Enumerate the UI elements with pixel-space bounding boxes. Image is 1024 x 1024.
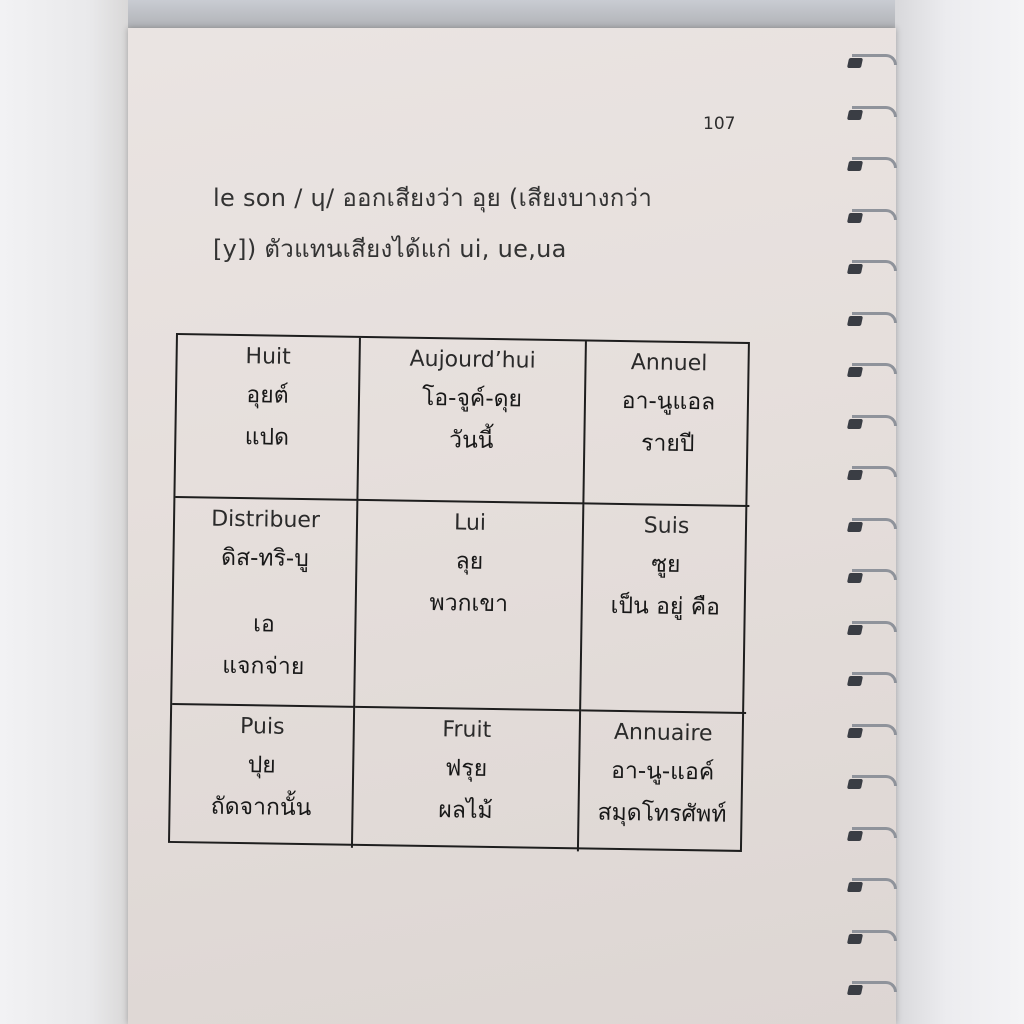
binding-wire	[852, 775, 897, 786]
french-word: Aujourd’hui	[409, 346, 536, 374]
binding-wire	[852, 106, 897, 117]
binding-wire	[852, 569, 897, 580]
meaning: วันนี้	[448, 427, 494, 454]
binding-coil	[846, 207, 894, 227]
vocabulary-table	[168, 333, 750, 852]
binding-coil	[846, 773, 894, 793]
pronunciation: ดิส-ทริ-บู	[220, 544, 310, 573]
pronunciation: ปุย	[247, 752, 276, 779]
meaning: แจกจ่าย	[222, 652, 305, 681]
pronunciation-continued: เอ	[252, 611, 275, 638]
binding-coil	[846, 567, 894, 587]
binding-coil	[846, 413, 894, 433]
intro-line-2: [y]) ตัวแทนเสียงได้แก่ ui, ue,ua	[213, 235, 567, 263]
page-number: 107	[703, 114, 736, 134]
binding-wire	[852, 157, 897, 168]
binding-coil	[846, 619, 894, 639]
french-word: Huit	[245, 344, 291, 370]
background-right	[895, 0, 1024, 1024]
pronunciation: ซูย	[651, 551, 681, 578]
binding-coil	[846, 670, 894, 690]
binding-coil	[846, 104, 894, 124]
binding-wire	[852, 981, 897, 992]
french-word: Lui	[453, 510, 487, 536]
table-cell-lui	[355, 501, 584, 712]
french-word: Annuaire	[613, 719, 713, 747]
meaning: รายปี	[640, 430, 695, 458]
binding-coil	[846, 876, 894, 896]
spiral-binding	[846, 40, 906, 1020]
binding-wire	[852, 466, 897, 477]
meaning: ผลไม้	[438, 797, 493, 825]
binding-wire	[852, 415, 897, 426]
binding-wire	[852, 672, 897, 683]
background-left	[0, 0, 128, 1024]
ipa-symbol: ɥ	[310, 184, 327, 212]
binding-wire	[852, 930, 897, 941]
table-cell-distribuer	[172, 498, 358, 708]
binding-wire	[852, 724, 897, 735]
binding-coil	[846, 928, 894, 948]
binding-wire	[852, 621, 897, 632]
binding-wire	[852, 878, 897, 889]
meaning: แปด	[244, 424, 290, 451]
binding-coil	[846, 258, 894, 278]
french-word: Suis	[643, 513, 690, 540]
intro-prefix: le son /	[213, 184, 311, 212]
book-page	[128, 28, 896, 1024]
binding-coil	[846, 722, 894, 742]
binding-coil	[846, 310, 894, 330]
binding-wire	[852, 363, 897, 374]
binding-wire	[852, 209, 897, 220]
french-word: Annuel	[630, 350, 708, 377]
pronunciation: ฟรุย	[444, 755, 488, 782]
table-cell-annuel	[584, 341, 752, 507]
pronunciation: อา-นู-แอค์	[610, 757, 715, 786]
binding-wire	[852, 54, 897, 65]
binding-coil	[846, 979, 894, 999]
meaning: เป็น อยู่ คือ	[610, 592, 721, 621]
table-cell-fruit	[353, 708, 581, 852]
binding-coil	[846, 825, 894, 845]
pronunciation: อุยต์	[246, 382, 289, 409]
binding-coil	[846, 155, 894, 175]
binding-coil	[846, 464, 894, 484]
binding-wire	[852, 312, 897, 323]
pronunciation: ลุย	[455, 548, 484, 575]
binding-wire	[852, 518, 897, 529]
meaning: สมุดโทรศัพท์	[597, 799, 727, 828]
french-word: Distribuer	[210, 506, 321, 534]
binding-wire	[852, 260, 897, 271]
table-cell-puis	[170, 705, 355, 848]
french-word: Fruit	[442, 717, 492, 743]
meaning: ถัดจากนั้น	[210, 793, 312, 822]
meaning: พวกเขา	[429, 590, 509, 618]
table-cell-huit	[175, 335, 361, 501]
intro-suffix: / ออกเสียงว่า อุย (เสียงบางกว่า	[326, 184, 653, 212]
pronunciation: อา-นูแอล	[621, 388, 716, 416]
pronunciation: โอ-จูค์-ดุย	[421, 384, 523, 413]
binding-coil	[846, 516, 894, 536]
binding-coil	[846, 52, 894, 72]
french-word: Puis	[239, 714, 285, 740]
binding-coil	[846, 361, 894, 381]
intro-line-1	[213, 178, 652, 217]
binding-wire	[852, 827, 897, 838]
table-cell-suis	[581, 504, 749, 714]
table-cell-annuaire	[579, 711, 746, 854]
table-cell-aujourdhui	[358, 338, 587, 505]
